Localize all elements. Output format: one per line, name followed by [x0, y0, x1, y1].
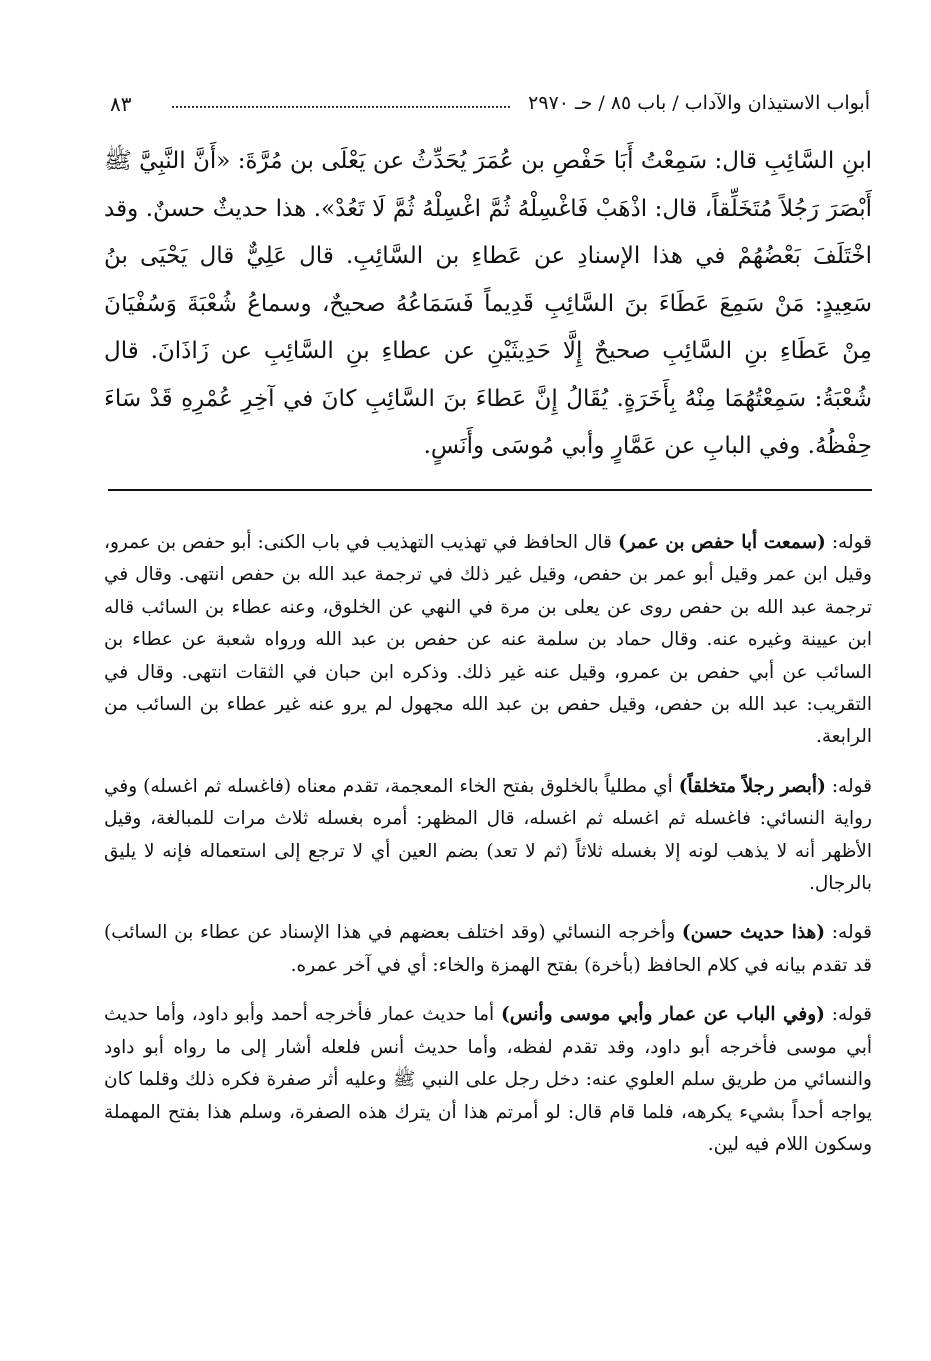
header-dotted-leader	[172, 106, 510, 108]
page-header	[110, 92, 870, 122]
note-quoted-phrase: (وفي الباب عن عمار وأبي موسى وأنس)	[501, 1004, 825, 1026]
running-title: أبواب الاستيذان والآداب / باب ٨٥ / حـ ٢٩٧٠	[528, 92, 870, 114]
commentary-note	[104, 917, 872, 982]
commentary-note	[104, 527, 872, 754]
commentary-note	[104, 771, 872, 901]
note-body: أي مطلياً بالخلوق بفتح الخاء المعجمة، تقدم معناه (فاغسله ثم اغسله) وفي رواية النسائي: فاغسله ثم اغسله ثم اغسله، قال المظهر: أمره بغسله ثلاث مرات للمبالغة، وقيل الأظهر أنه لا يذهب لونه إلا بغسله ثلاثاً (ثم لا تعد) بضم العين أي لا ترجع إلى استعماله فإنه لا يليق بالرجال.	[104, 775, 872, 895]
note-lead: قوله:	[825, 532, 873, 553]
hadith-main-text	[104, 138, 872, 471]
main-paragraph: ابنِ السَّائِبِ قال: سَمِعْتُ أَبَا حَفْصِ بن عُمَرَ يُحَدِّثُ عن يَعْلَى بن مُرَّةَ: «أَنَّ النَّبِيَّ ﷺ أَبْصَرَ رَجُلاً مُتَخَلِّقاً، قال: اذْهَبْ فَاغْسِلْهُ ثُمَّ اغْسِلْهُ ثُمَّ لَا تَعُدْ». هذا حديثٌ حسنٌ. وقد اخْتَلَفَ بَعْضُهُمْ في هذا الإسنادِ عن عَطاءِ بن السَّائِبِ. قال عَلِيٌّ قال يَحْيَى بنُ سَعِيدٍ: مَنْ سَمِعَ عَطَاءَ بنَ السَّائِبِ قَدِيماً فَسَمَاعُهُ صحيحٌ، وسماعُ شُعْبَةَ وَسُفْيَانَ مِنْ عَطَاءِ بنِ السَّائِبِ صحيحٌ إِلَّا حَدِيثَيْنِ عن عطاءِ بنِ السَّائِبِ عن زَاذَانَ. قال شُعْبَةُ: سَمِعْتُهُمَا مِنْهُ بِأَخَرَةٍ. يُقَالُ إِنَّ عَطاءَ بنَ السَّائِبِ كانَ في آخِرِ عُمْرِهِ قَدْ سَاءَ حِفْظُهُ. وفي البابِ عن عَمَّارٍ وأبي مُوسَى وأَنَسٍ.	[104, 148, 872, 459]
note-quoted-phrase: (أبصر رجلاً متخلقاً)	[678, 775, 826, 797]
commentary-notes	[104, 527, 872, 1178]
note-body: وأخرجه النسائي (وقد اختلف بعضهم في هذا الإسناد عن عطاء بن السائب) قد تقدم بيانه في كلام الحافظ (بأخرة) بفتح الهمزة والخاء: أي في آخر عمره.	[104, 922, 872, 976]
note-lead: قوله:	[825, 775, 873, 797]
note-quoted-phrase: (سمعت أبا حفص بن عمر)	[618, 532, 826, 553]
note-lead: قوله:	[825, 922, 872, 944]
commentary-note	[104, 999, 872, 1161]
note-quoted-phrase: (هذا حديث حسن)	[681, 922, 826, 944]
footnote-separator	[108, 489, 872, 491]
note-lead: قوله:	[824, 1004, 872, 1026]
page-number: ٨٣	[110, 92, 132, 116]
note-body: أما حديث عمار فأخرجه أحمد وأبو داود، وأما حديث أبي موسى فأخرجه أبو داود، وقد تقدم لفظه، وأما حديث أنس فلعله أشار إلى ما رواه أبو داود والنسائي من طريق سلم العلوي عنه: دخل رجل على النبي ﷺ وعليه أثر صفرة فكره ذلك وقلما كان يواجه أحداً بشيء يكرهه، فلما قام قال: لو أمرتم هذا أن يترك هذه الصفرة، وسلم هذا بفتح المهملة وسكون اللام فيه لين.	[104, 1004, 872, 1155]
note-body: قال الحافظ في تهذيب التهذيب في باب الكنى: أبو حفص بن عمرو، وقيل ابن عمر وقيل أبو عمر بن حفص، وقيل غير ذلك في ترجمة عبد الله بن حفص انتهى. وقال في ترجمة عبد الله بن حفص روى عن يعلى بن مرة في النهي عن الخلوق، وعنه عطاء بن السائب قاله ابن عيينة وغيره عنه. وقال حماد بن سلمة عنه عن حفص بن عبد الله ورواه شعبة عن عطاء بن السائب عن أبي حفص بن عمرو، وقيل عنه غير ذلك. وذكره ابن حبان في الثقات انتهى. وقال في التقريب: عبد الله بن حفص، وقيل حفص بن عبد الله مجهول لم يرو عنه غير عطاء بن السائب من الرابعة.	[104, 532, 872, 748]
